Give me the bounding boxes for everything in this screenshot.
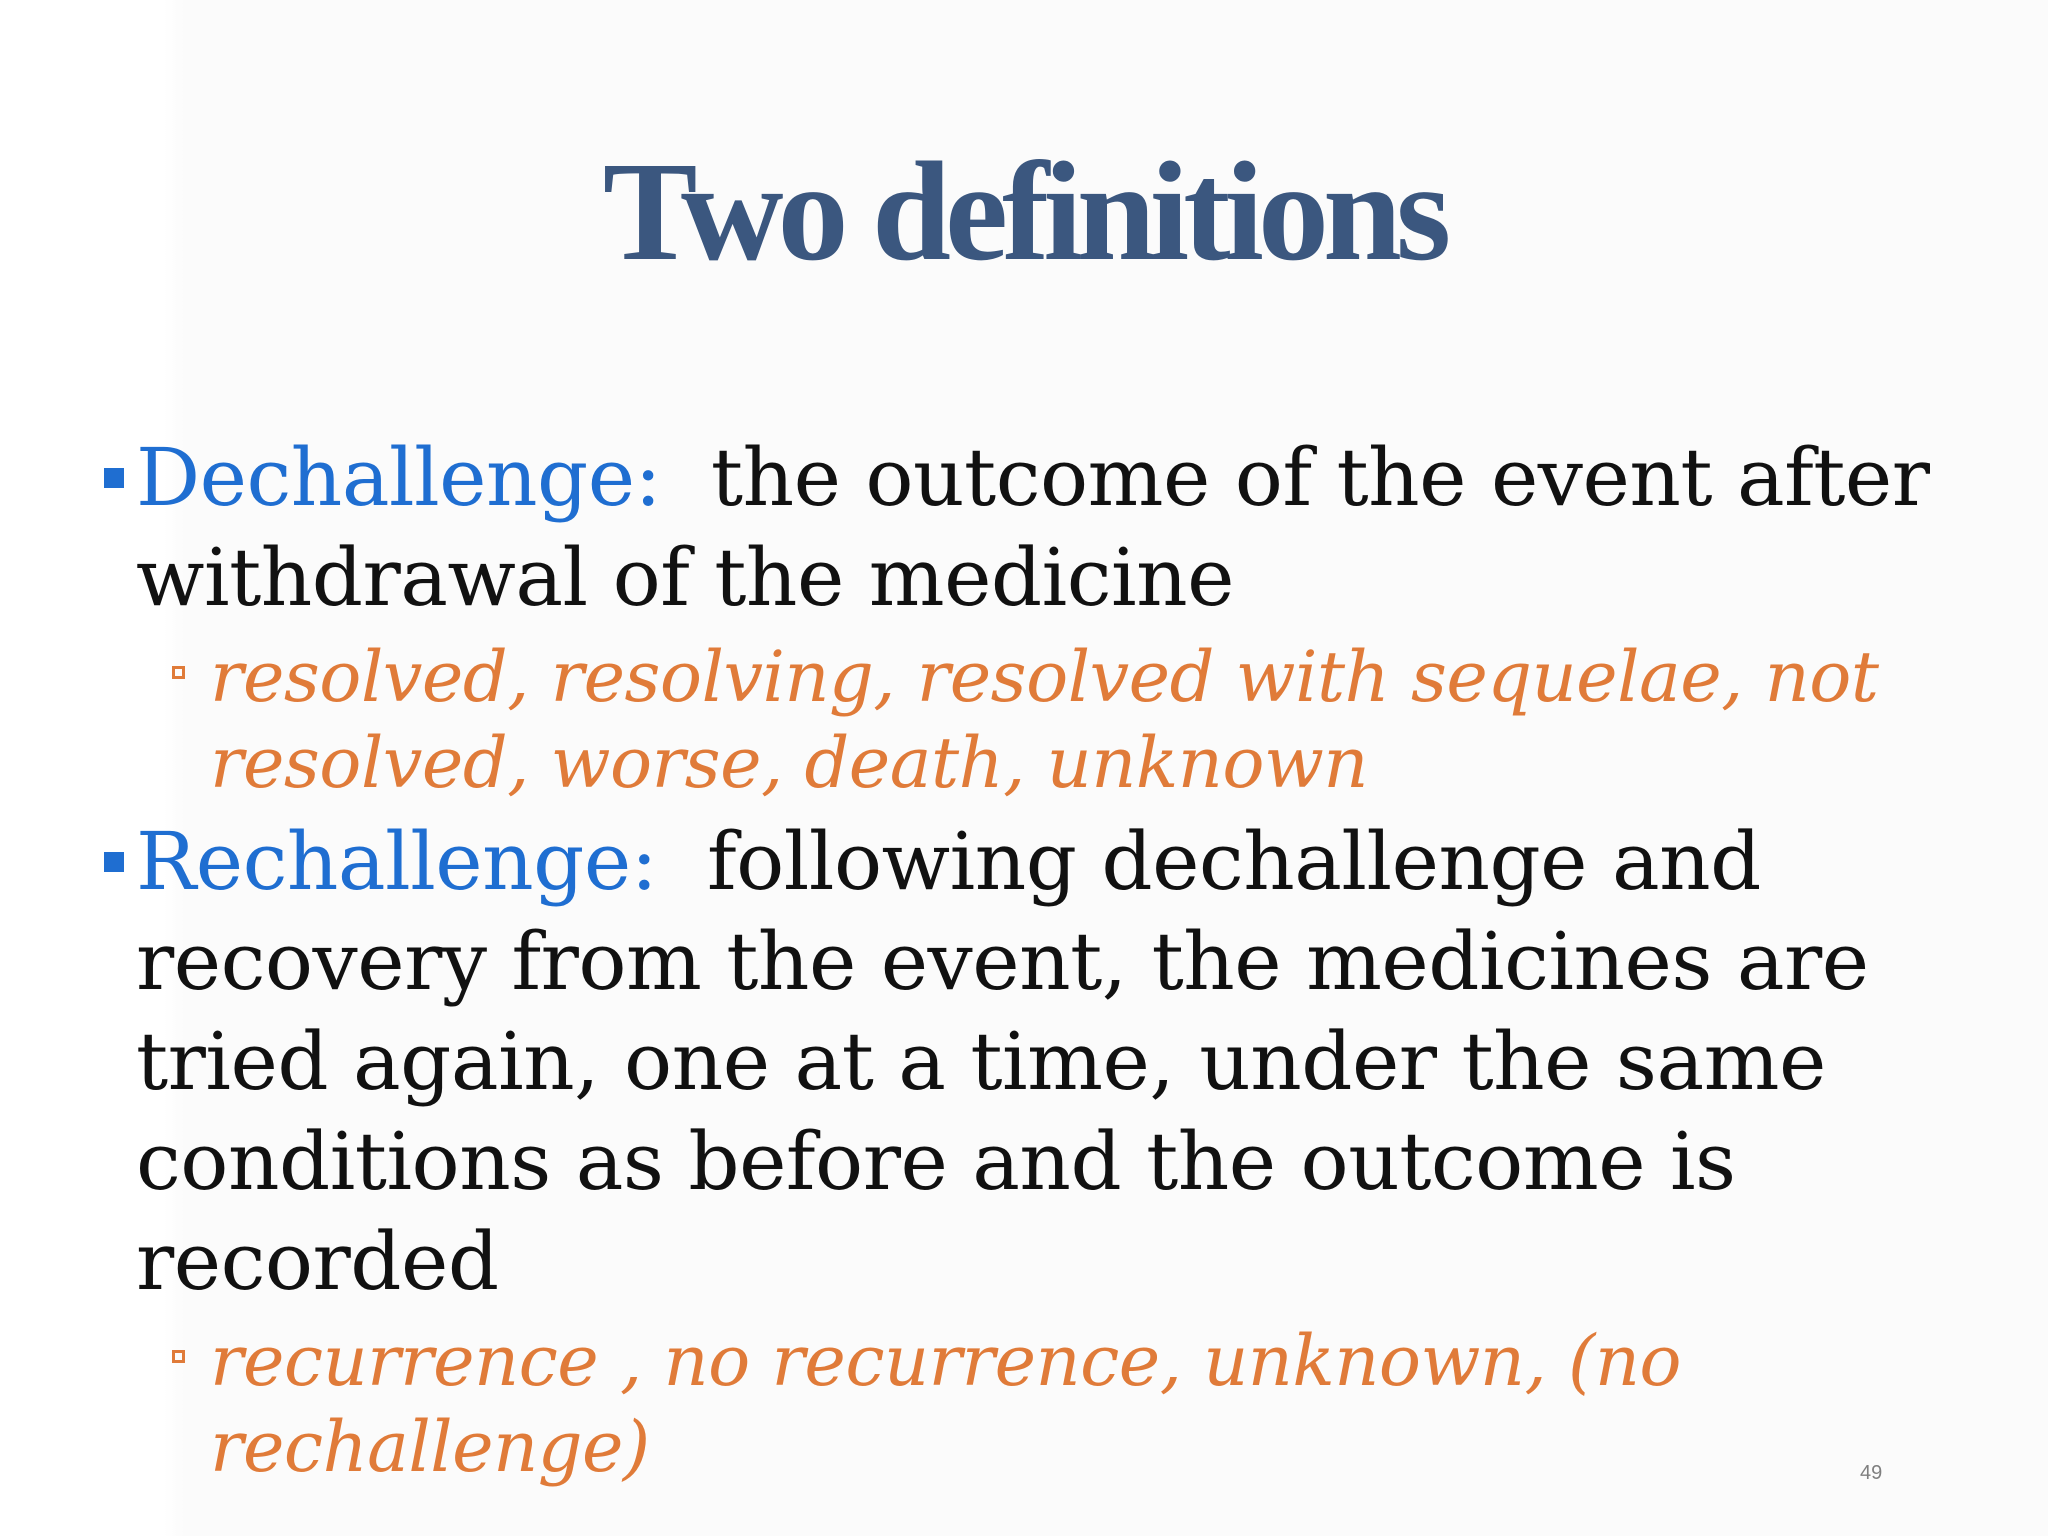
bullet-item-rechallenge — [100, 812, 2020, 1312]
slide-content — [100, 428, 2020, 1496]
term-rechallenge: Rechallenge: — [136, 815, 658, 908]
bullet-item-dechallenge — [100, 428, 2020, 628]
sub-item-dechallenge-outcomes — [210, 634, 2020, 806]
page-number: 49 — [1860, 1462, 1883, 1484]
slide-title: Two definitions — [602, 132, 1446, 290]
term-dechallenge: Dechallenge: — [136, 431, 662, 524]
sub-text-rechallenge: recurrence , no recurrence, unknown, (no rechallenge) — [210, 1320, 1682, 1488]
sub-text-dechallenge: resolved, resolving, resolved with sequelae, not resolved, worse, death, unknown — [210, 636, 1879, 804]
hollow-square-bullet-icon — [172, 1350, 185, 1363]
hollow-square-bullet-icon — [172, 666, 185, 679]
sub-item-rechallenge-outcomes — [210, 1318, 2020, 1490]
square-bullet-icon — [104, 468, 124, 488]
square-bullet-icon — [104, 852, 124, 872]
definition-dechallenge: the outcome of the event after withdrawal of the medicine — [136, 431, 1930, 624]
definition-rechallenge: following dechallenge and recovery from the event, the medicines are tried again, one at a time, under the same conditions as before and the outcome is recorded — [136, 815, 1869, 1308]
